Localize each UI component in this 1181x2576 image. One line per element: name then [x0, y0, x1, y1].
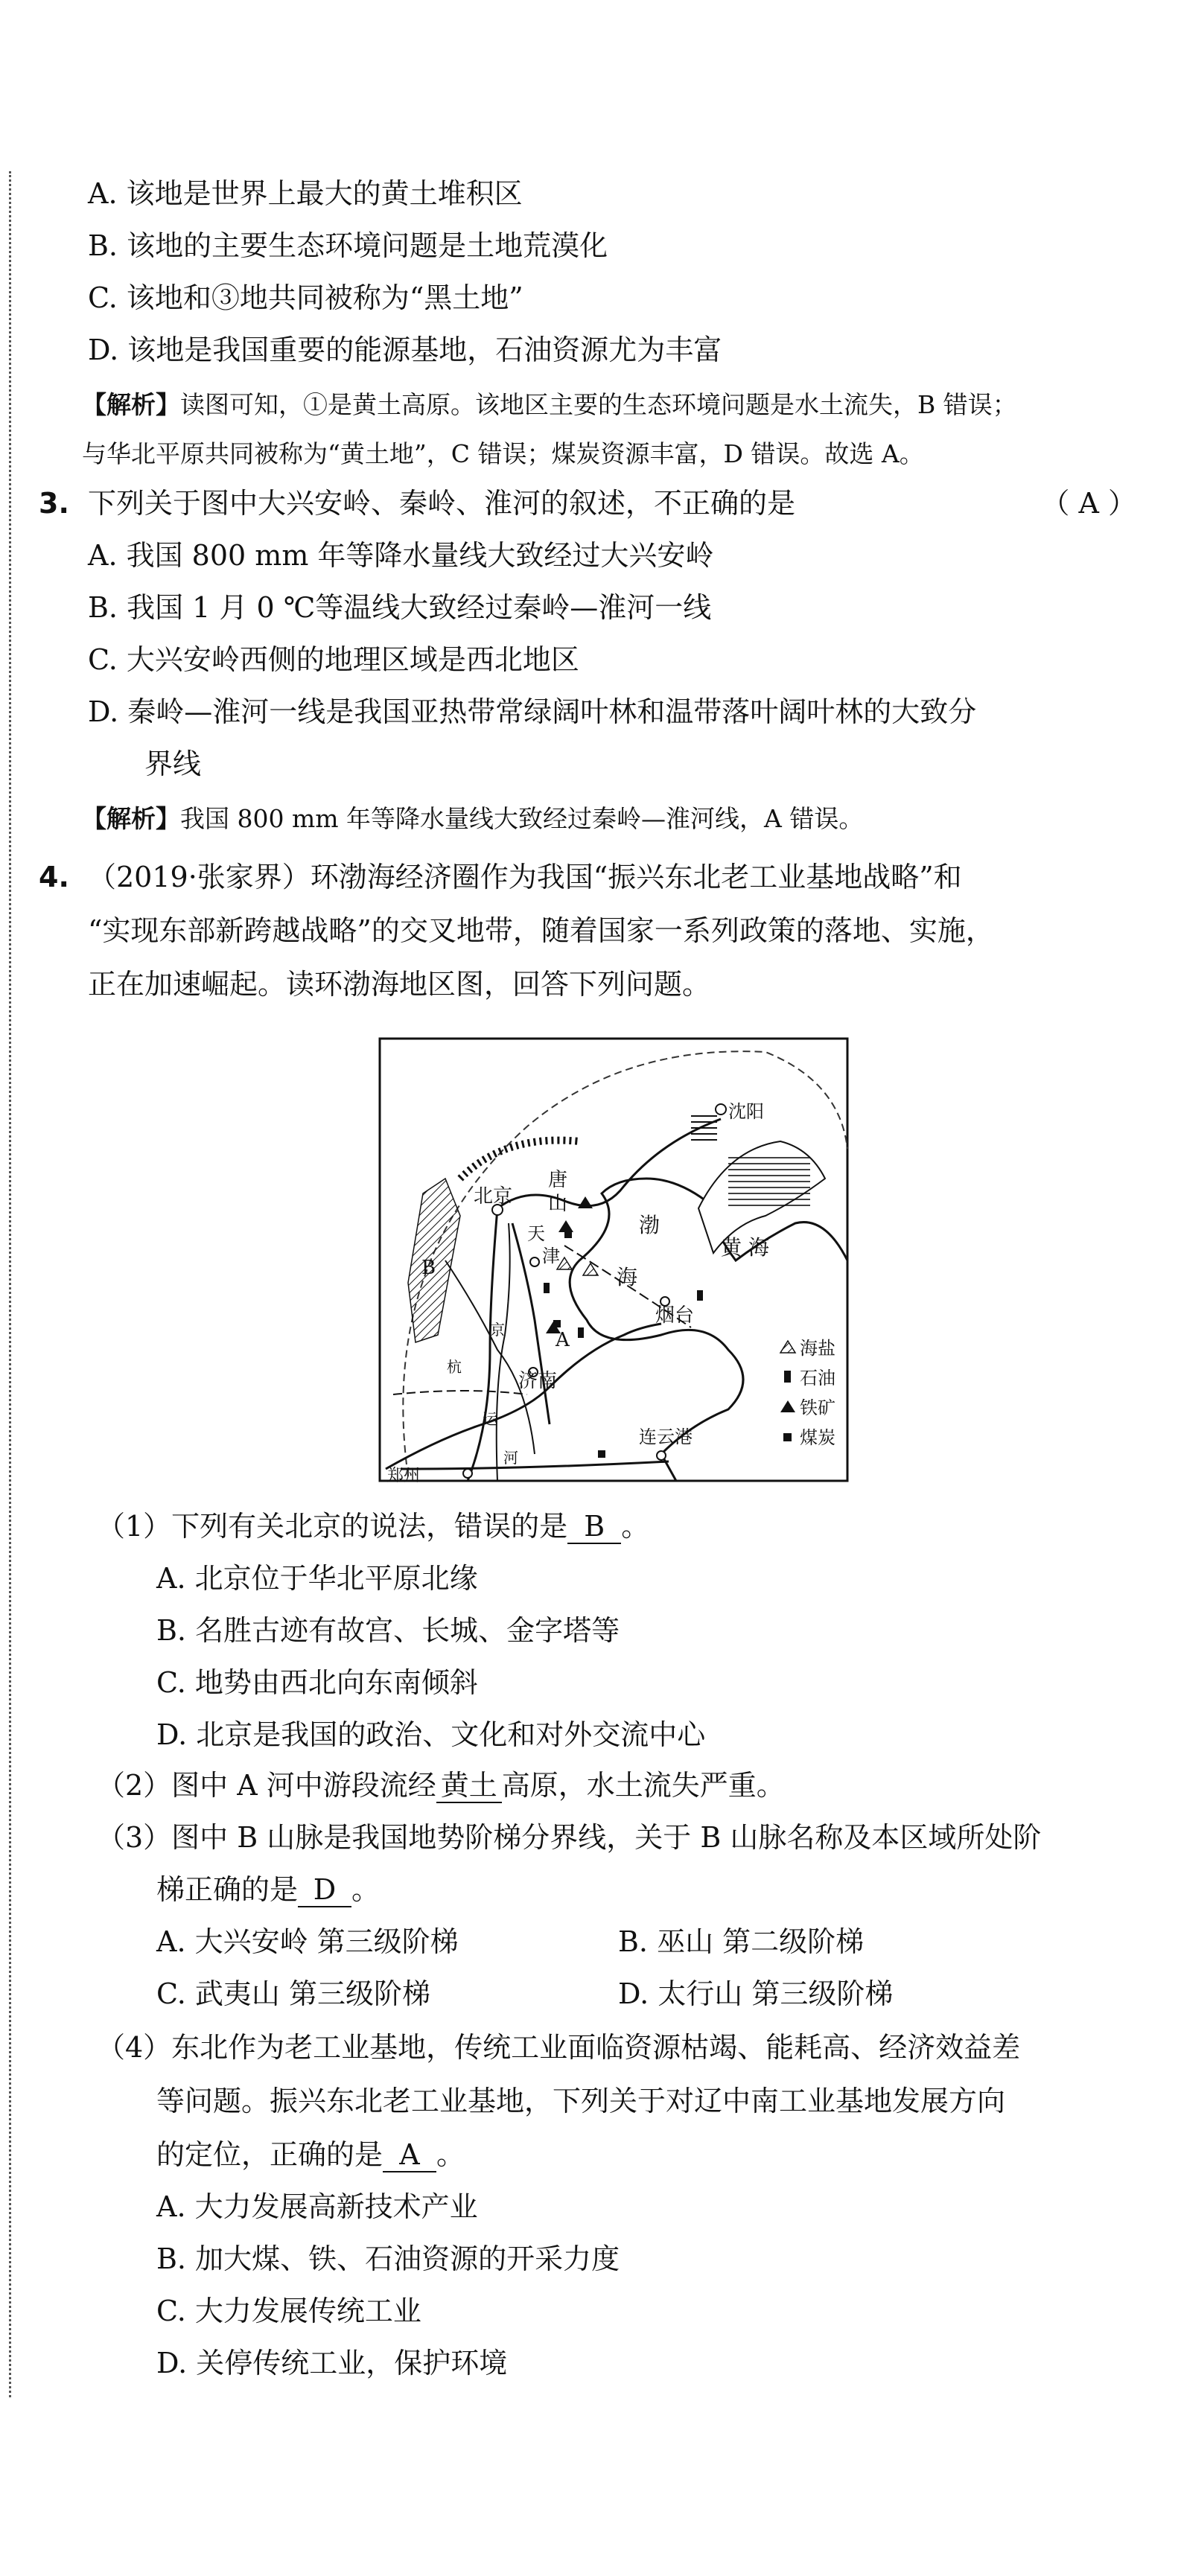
- q3-option-c: C. 大兴安岭西侧的地理区域是西北地区: [88, 643, 579, 676]
- q4-sub1-option-d: D. 北京是我国的政治、文化和对外交流中心: [156, 1718, 706, 1751]
- zhengzhou-city-icon: [463, 1469, 472, 1478]
- q4-sub1-option-a: A. 北京位于华北平原北缘: [156, 1562, 478, 1595]
- q4-sub3-answer-blank: D: [298, 1873, 351, 1907]
- q4-sub1-stem-end: 。: [621, 1510, 650, 1543]
- q4-sub4-line2: 等问题。振兴东北老工业基地，下列关于对辽中南工业基地发展方向: [156, 2085, 1006, 2117]
- q4-sub4-stem-text: 的定位，正确的是: [156, 2138, 383, 2171]
- label-jinan: 济南: [518, 1370, 558, 1392]
- q2-option-d: D. 该地是我国重要的能源基地，石油资源尤为丰富: [88, 334, 722, 366]
- label-lianyungang: 连云港: [639, 1426, 693, 1447]
- q3-analysis-text: 我国 800 mm 年等降水量线大致经过秦岭—淮河线，A 错误。: [180, 804, 864, 833]
- label-yun: 运: [483, 1410, 497, 1428]
- q4-sub4-line1: （4）东北作为老工业基地，传统工业面临资源枯竭、能耗高、经济效益差: [97, 2031, 1021, 2064]
- q4-sub4-option-a: A. 大力发展高新技术产业: [156, 2190, 478, 2223]
- analysis-tag: 【解析】: [82, 390, 180, 419]
- q3-option-d: D. 秦岭—淮河一线是我国亚热带常绿阔叶林和温带落叶阔叶林的大致分: [88, 695, 977, 728]
- label-hai: 海: [617, 1265, 638, 1289]
- q4-sub1-stem-text: （1）下列有关北京的说法，错误的是: [97, 1510, 568, 1543]
- label-jin: 津: [542, 1246, 560, 1266]
- bohai-map-svg: [378, 1037, 849, 1482]
- q4-sub2-stem-text: （2）图中 A 河中游段流经: [97, 1769, 436, 1802]
- q3-answer: （ A ）: [1041, 487, 1136, 520]
- q2-analysis-line2: 与华北平原共同被称为“黄土地”，C 错误；煤炭资源丰富，D 错误。故选 A。: [82, 439, 924, 468]
- label-beijing: 北京: [474, 1185, 513, 1208]
- legend-oil-label: 石油: [800, 1368, 835, 1389]
- q4-stem-line2: “实现东部新跨越战略”的交叉地带，随着国家一系列政策的落地、实施，: [88, 914, 994, 947]
- q2-analysis-text1: 读图可知，①是黄土高原。该地区主要的生态环境问题是水土流失，B 错误；: [180, 390, 1017, 419]
- q4-sub4-option-d: D. 关停传统工业，保护环境: [156, 2347, 508, 2379]
- q4-sub4-option-c: C. 大力发展传统工业: [156, 2295, 421, 2327]
- q4-sub1-stem: [97, 1505, 649, 1547]
- q4-number: 4.: [39, 861, 69, 893]
- q4-sub3-stem-text: 梯正确的是: [156, 1873, 299, 1906]
- label-a: A: [556, 1329, 570, 1351]
- q4-sub4-line3: [156, 2134, 465, 2175]
- label-yantai: 烟台: [655, 1304, 695, 1327]
- q4-sub3-line1: （3）图中 B 山脉是我国地势阶梯分界线，关于 B 山脉名称及本区域所处阶: [97, 1821, 1042, 1854]
- binding-dotted-line: [9, 171, 11, 2397]
- q2-option-b: B. 该地的主要生态环境问题是土地荒漠化: [88, 229, 608, 262]
- label-shenyang: 沈阳: [728, 1101, 764, 1122]
- oil-icon: [544, 1283, 550, 1293]
- label-jing: 京: [490, 1321, 505, 1339]
- q4-stem-line3: 正在加速崛起。读环渤海地区图，回答下列问题。: [88, 968, 711, 1001]
- q3-option-b: B. 我国 1 月 0 ℃等温线大致经过秦岭—淮河一线: [88, 591, 712, 624]
- q4-sub4-stem-end: 。: [436, 2138, 465, 2171]
- coal-icon: [564, 1231, 572, 1238]
- liaohe-oilfield-hatch: [728, 1156, 810, 1208]
- q4-sub3-option-c: C. 武夷山 第三级阶梯: [156, 1977, 430, 2010]
- q4-sub2-stem-end: 高原，水土流失严重。: [501, 1769, 785, 1802]
- q4-sub3-option-d: D. 太行山 第三级阶梯: [618, 1977, 894, 2010]
- lianyungang-city-icon: [657, 1451, 666, 1460]
- q2-analysis-line1: [82, 384, 1017, 426]
- label-tian: 天: [527, 1223, 545, 1244]
- q4-sub3-line2: [156, 1869, 380, 1910]
- q4-sub3-stem-end: 。: [351, 1873, 381, 1906]
- q4-sub4-option-b: B. 加大煤、铁、石油资源的开采力度: [156, 2242, 620, 2275]
- q4-stem-line1: （2019·张家界）环渤海经济圈作为我国“振兴东北老工业基地战略”和: [88, 861, 962, 893]
- q4-sub1-answer-blank: B: [567, 1510, 621, 1544]
- label-hang: 杭: [447, 1358, 462, 1376]
- label-huanghai: 黄 海: [721, 1235, 769, 1260]
- q3-stem: 下列关于图中大兴安岭、秦岭、淮河的叙述，不正确的是: [88, 487, 796, 520]
- legend-coal-icon: [783, 1433, 792, 1441]
- coal-icon: [553, 1320, 561, 1327]
- q3-analysis: [82, 798, 863, 840]
- label-he: 河: [503, 1449, 518, 1467]
- q4-sub2: [97, 1764, 785, 1806]
- legend-coal-label: 煤炭: [800, 1427, 835, 1448]
- oil-icon: [578, 1327, 584, 1338]
- q3-number: 3.: [39, 487, 69, 520]
- legend-iron-label: 铁矿: [800, 1397, 835, 1418]
- q4-sub4-answer-blank: A: [383, 2138, 436, 2172]
- label-b: B: [421, 1257, 436, 1279]
- q4-sub3-option-b: B. 巫山 第二级阶梯: [618, 1925, 865, 1958]
- q4-sub1-option-c: C. 地势由西北向东南倾斜: [156, 1666, 478, 1699]
- legend-oil-icon: [784, 1371, 791, 1383]
- label-bo: 渤: [639, 1213, 660, 1237]
- q3-option-d-continued: 界线: [144, 747, 202, 780]
- label-shan: 山: [548, 1193, 568, 1215]
- shenyang-city-icon: [716, 1104, 726, 1115]
- label-tang: 唐: [548, 1169, 568, 1191]
- q3-option-a: A. 我国 800 mm 年等降水量线大致经过大兴安岭: [88, 539, 714, 572]
- q4-sub1-option-b: B. 名胜古迹有故宫、长城、金字塔等: [156, 1614, 620, 1647]
- coal-icon: [598, 1450, 605, 1458]
- q2-option-c: C. 该地和③地共同被称为“黑土地”: [88, 281, 523, 314]
- analysis-tag: 【解析】: [82, 804, 180, 833]
- q4-sub3-option-a: A. 大兴安岭 第三级阶梯: [156, 1925, 459, 1958]
- label-zhengzhou: 郑州: [387, 1467, 421, 1482]
- q4-sub2-answer-blank: 黄土: [436, 1769, 502, 1803]
- oil-icon: [697, 1290, 703, 1301]
- legend-sea-salt-label: 海盐: [800, 1338, 835, 1359]
- tianjin-city-icon: [530, 1257, 539, 1266]
- q2-option-a: A. 该地是世界上最大的黄土堆积区: [88, 177, 523, 210]
- bohai-region-map: [378, 1037, 849, 1482]
